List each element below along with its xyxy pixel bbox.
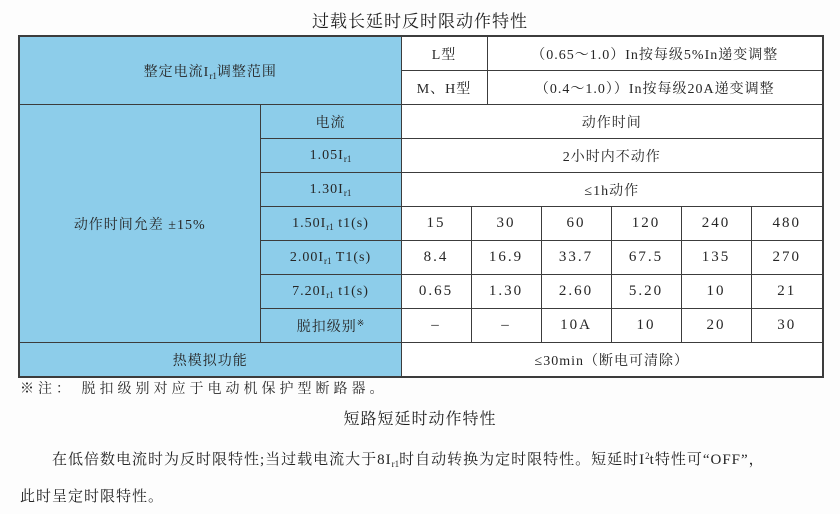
row-label-sub: r1: [326, 221, 334, 232]
cell-type-l-value: （0.65～1.0）In按每级5%In递变调整: [487, 37, 822, 71]
section-title-short-delay: 短路短延时动作特性: [343, 411, 497, 428]
row-label-sub: r1: [324, 255, 332, 266]
setting-label-sub: r1: [209, 70, 217, 81]
table-cell: 8.4: [401, 241, 471, 275]
table-cell: 270: [751, 241, 822, 275]
table-cell: 10A: [541, 309, 611, 343]
cell-type-mh: M、H型: [401, 71, 487, 105]
table-cell: 10: [681, 275, 751, 309]
row-label-pre: 7.20I: [292, 283, 327, 299]
table-cell: 16.9: [471, 241, 541, 275]
cell-label-7-20: [260, 275, 401, 309]
table-cell: 240: [681, 207, 751, 241]
page-title: 过载长延时反时限动作特性: [312, 12, 528, 31]
table-cell: 67.5: [611, 241, 681, 275]
table-section-thermal: [20, 343, 822, 376]
paragraph-line-2: 此时呈定时限特性。: [20, 489, 165, 505]
cell-thermal-value: ≤30min（断电可清除）: [534, 353, 689, 369]
row-label-pre: 1.50I: [292, 215, 327, 231]
characteristics-table: [18, 35, 824, 378]
table-cell: 0.65: [401, 275, 471, 309]
table-cell: 10: [611, 309, 681, 343]
table-cell: 21: [751, 275, 822, 309]
row-label-post: t1(s): [333, 215, 369, 231]
table-cell: 15: [401, 207, 471, 241]
row-label-pre: 2.00I: [289, 249, 325, 265]
paragraph-subscript: r1: [391, 459, 400, 469]
paragraph-text: 在低倍数电流时为反时限特性;当过载电流大于8I: [52, 452, 392, 468]
cell-type-l: L型: [401, 37, 487, 71]
table-cell: 1.30: [471, 275, 541, 309]
cell-label-2-00: [260, 241, 401, 275]
table-cell: 2.60: [541, 275, 611, 309]
table-section-setting: [20, 37, 822, 105]
table-cell: 5.20: [611, 275, 681, 309]
row-label-sub: r1: [343, 153, 352, 164]
cell-label-trip-class: [260, 309, 401, 343]
cell-thermal-label: 热模拟功能: [20, 343, 401, 376]
table-cell: –: [471, 309, 541, 343]
cell-1-05-value: 2小时内不动作: [401, 139, 822, 173]
table-cell: 120: [611, 207, 681, 241]
table-cell: 33.7: [541, 241, 611, 275]
table-cell: 30: [751, 309, 822, 343]
table-cell: 480: [751, 207, 822, 241]
cell-label-1-50: [260, 207, 401, 241]
footnote-text: ※注： 脱扣级别对应于电动机保护型断路器。: [20, 382, 388, 397]
table-row: [20, 105, 822, 139]
table-cell: 60: [541, 207, 611, 241]
setting-label-post: 调整范围: [216, 64, 277, 80]
row-label-sub: r1: [326, 289, 334, 300]
row-label-pre: 1.30I: [309, 181, 344, 197]
cell-action-time-header: 动作时间: [401, 105, 822, 139]
row-label-pre: 1.05I: [309, 147, 344, 163]
table-cell: 20: [681, 309, 751, 343]
cell-label-1-30: [260, 173, 401, 207]
row-label-post: t1(s): [333, 283, 369, 299]
cell-type-mh-value: （0.4～1.0））In按每级20A递变调整: [487, 71, 822, 105]
short-delay-paragraph: [20, 440, 828, 514]
table-cell: 30: [471, 207, 541, 241]
paragraph-line-1: [20, 440, 828, 481]
table-row: [20, 343, 822, 376]
row-label-sub: r1: [343, 187, 352, 198]
table-cell: 135: [681, 241, 751, 275]
table-cell: –: [401, 309, 471, 343]
cell-current-header: 电流: [260, 105, 401, 139]
cell-label-1-05: [260, 139, 401, 173]
cell-tolerance-label: 动作时间允差 ±15%: [20, 105, 260, 343]
paragraph-superscript: 2: [645, 451, 650, 461]
table-section-times: [20, 105, 822, 343]
paragraph-text: 时自动转换为定时限特性。短延时I: [399, 452, 646, 468]
row-label-pre: 脱扣级别: [296, 319, 357, 335]
cell-setting-current-label: [20, 37, 401, 105]
row-label-post: T1(s): [331, 249, 372, 265]
cell-1-30-value: ≤1h动作: [401, 173, 822, 207]
paragraph-text: t特性可“OFF”，: [649, 452, 765, 468]
setting-label-pre: 整定电流I: [143, 64, 210, 80]
table-row: [20, 37, 822, 71]
row-label-sup: ※: [356, 317, 365, 328]
